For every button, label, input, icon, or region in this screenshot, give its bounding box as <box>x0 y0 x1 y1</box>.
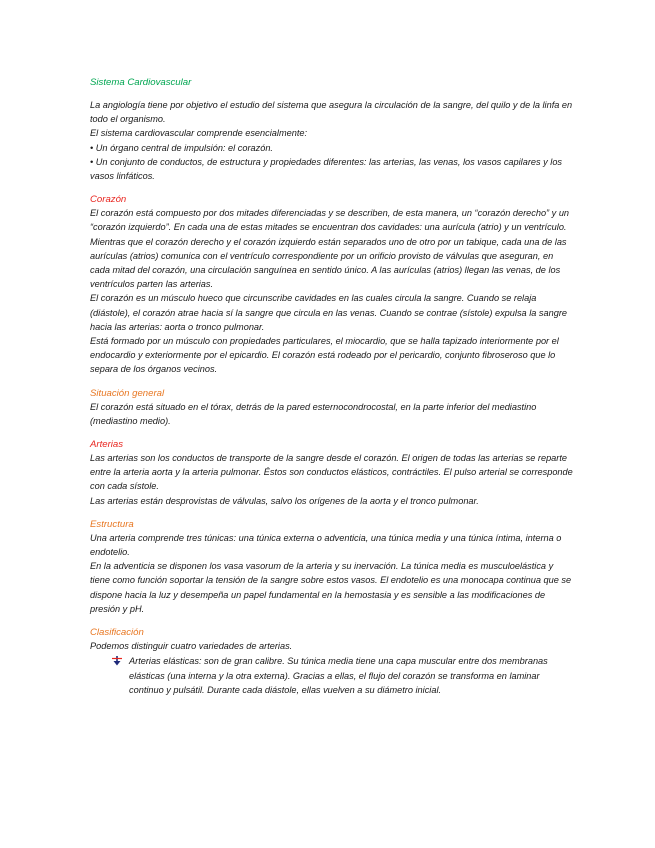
list-item <box>90 654 573 697</box>
situacion-section <box>90 387 573 428</box>
intro-line-1: La angiología tiene por objetivo el estudio del sistema que asegura la circulación de la sangre, del quilo y de la linfa en todo el organismo. <box>90 100 573 125</box>
intro-line-3: • Un órgano central de impulsión: el corazón. <box>90 142 273 153</box>
corazon-heading: Corazón <box>90 194 127 206</box>
estructura-paragraph-2: En la adventicia se disponen los vasa vasorum de la arteria y su inervación. La túnica media es musculoelástica y tiene como función soportar la tensión de la sangre sobre estos vasos. El endotelio es una monocapa continua que se dispone hacia la luz y desempeña un papel fundamental en la hemostasia y es sensible a las modificaciones de presión y pH. <box>90 561 572 614</box>
intro-line-4: • Un conjunto de conductos, de estructura y propiedades diferentes: las arterias, las venas, los vasos capilares y los vasos linfáticos. <box>90 156 563 182</box>
arterias-section <box>90 438 573 508</box>
arterias-heading: Arterias <box>90 439 124 451</box>
corazon-paragraph-3: Está formado por un músculo con propiedades particulares, el miocardio, que se halla tapizado interiormente por el endocardio y exteriormente por el epicardio. El corazón está rodeado por el pericardio, conjunto fibroseroso que lo separa de los órganos vecinos. <box>90 336 559 375</box>
estructura-section <box>90 518 573 616</box>
situacion-paragraph-1: El corazón está situado en el tórax, detrás de la pared esternocondrocostal, en la parte inferior del mediastino (mediastino medio). <box>90 401 537 426</box>
estructura-paragraph-1: Una arteria comprende tres túnicas: una túnica externa o adventicia, una túnica media y una túnica íntima, interna o endotelio. <box>90 532 562 558</box>
clasificacion-heading: Clasificación <box>90 627 144 639</box>
arrow-bullet-icon <box>111 655 123 667</box>
clasificacion-section <box>90 626 573 697</box>
corazon-paragraph-2: El corazón es un músculo hueco que circunscribe cavidades en las cuales circula la sangre. Cuando se relaja (diástole), el corazón atrae hacia sí la sangre que circula en las venas. Cuando se contrae (sístole) expulsa la sangre hacia las arterias: aorta o tronco pulmonar. <box>90 293 567 332</box>
corazon-paragraph-1: El corazón está compuesto por dos mitades diferenciadas y se describen, de esta manera, un “corazón derecho” y un “corazón izquierdo”. En cada una de estas mitades se encuentran dos cavidades: una aurícula (atrio) y un ventrículo. Mientras que el corazón derecho y el corazón izquierdo están separados uno de otro por un tabique, cada una de las aurículas (atrios) comunica con el ventrículo correspondiente por un orificio provisto de válvulas que aseguran, en cada mitad del corazón, una circulación sanguínea en sentido único. A las aurículas (atrios) llegan las venas, de los ventrículos parten las arterias. <box>90 208 570 290</box>
intro-line-2: El sistema cardiovascular comprende esencialmente: <box>90 128 308 139</box>
clasificacion-bullet-1: Arterias elásticas: son de gran calibre. Su túnica media tiene una capa muscular entre dos membranas elásticas (una interna y la otra externa). Gracias a ellas, el flujo del corazón se transforma en laminar continuo y pulsátil. Durante cada diástole, ellas vuelven a su diámetro inicial. <box>129 656 548 695</box>
arterias-paragraph-2: Las arterias están desprovistas de válvulas, salvo los orígenes de la aorta y el tronco pulmonar. <box>90 495 479 506</box>
estructura-heading: Estructura <box>90 518 134 530</box>
document-title: Sistema Cardiovascular <box>90 77 192 88</box>
clasificacion-intro: Podemos distinguir cuatro variedades de arterias. <box>90 641 293 652</box>
situacion-heading: Situación general <box>90 387 165 399</box>
intro-section <box>90 98 573 183</box>
corazon-section <box>90 193 573 376</box>
arterias-paragraph-1: Las arterias son los conductos de transporte de la sangre desde el corazón. El origen de todas las arterias se reparte entre la arteria aorta y la arteria pulmonar. Éstos son conductos elásticos, contráctiles. El pulso arterial se corresponde con cada sístole. <box>90 453 573 492</box>
